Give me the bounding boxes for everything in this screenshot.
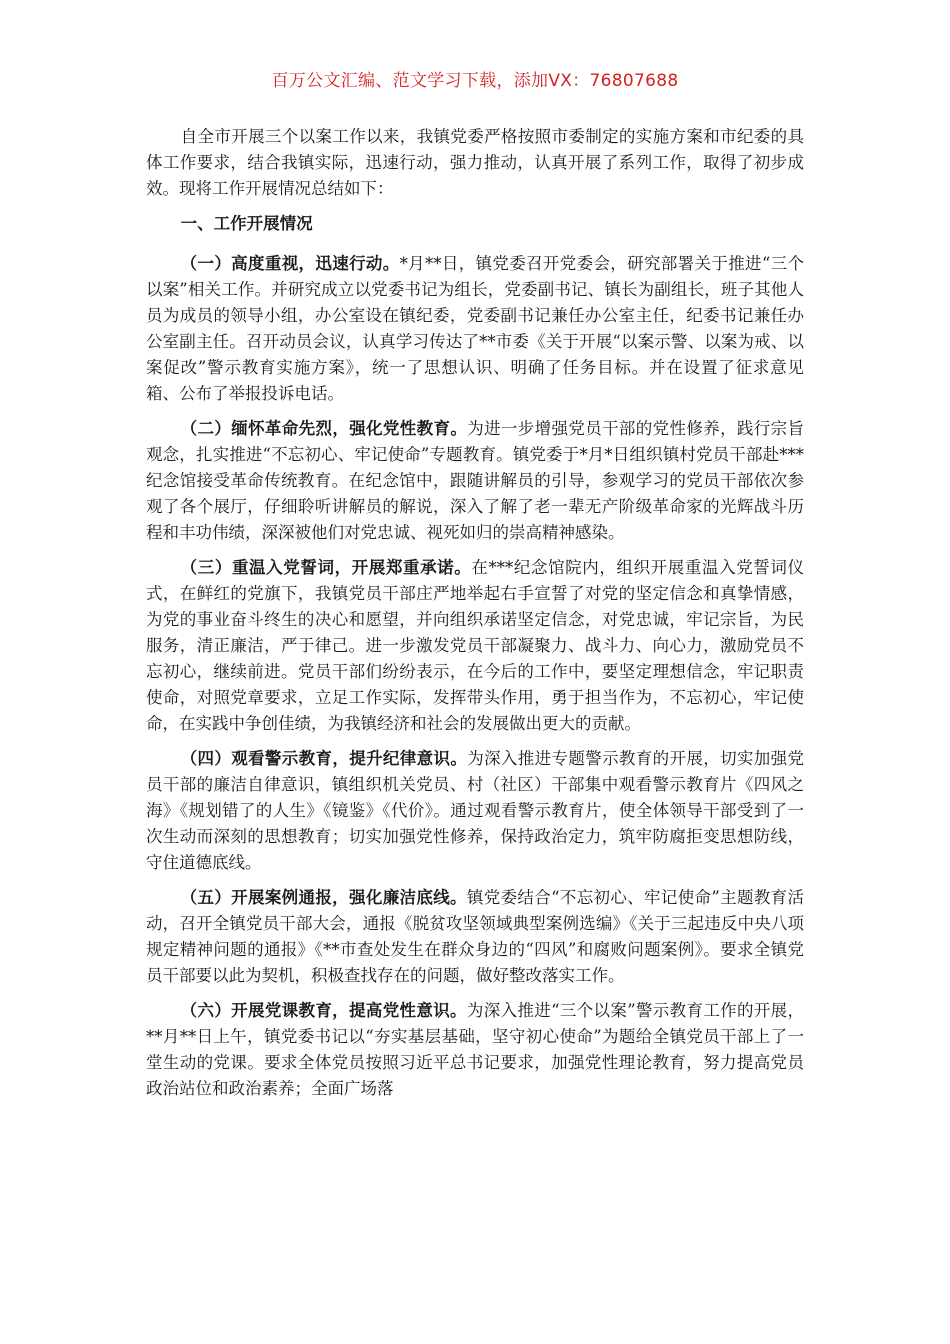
intro-paragraph: 自全市开展三个以案工作以来，我镇党委严格按照市委制定的实施方案和市纪委的具体工作要求，结合我镇实际，迅速行动，强力推动，认真开展了系列工作，取得了初步成效。现将工作开展情况总结如下： xyxy=(146,127,804,198)
paragraph-5 xyxy=(146,885,804,989)
paragraph-6 xyxy=(146,998,804,1102)
paragraph-lead: （一）高度重视，迅速行动。 xyxy=(180,254,400,273)
paragraph-1 xyxy=(146,251,804,407)
paragraph-lead: （二）缅怀革命先烈，强化党性教育。 xyxy=(180,419,468,438)
paragraph-lead: （四）观看警示教育，提升纪律意识。 xyxy=(180,749,468,768)
section-heading: 一、工作开展情况 xyxy=(180,214,313,233)
paragraph-4 xyxy=(146,746,804,876)
paragraph-text: 为深入推进专题警示教育的开展，切实加强党员干部的廉洁自律意识，镇组织机关党员、村（社区）干部集中观看警示教育片《四风之海》《规划错了的人生》《镜鉴》《代价》。通过观看警示教育片，使全体领导干部受到了一次生动而深刻的思想教育；切实加强党性修养，保持政治定力，筑牢防腐拒变思想防线，守住道德底线。 xyxy=(146,749,805,872)
paragraph-text: 为深入推进“三个以案”警示教育工作的开展，**月**日上午，镇党委书记以“夯实基层基础，坚守初心使命”为题给全镇党员干部上了一堂生动的党课。要求全体党员按照习近平总书记要求，加强党性理论教育，努力提高党员政治站位和政治素养；全面广场落 xyxy=(146,1001,805,1098)
paragraph-text: *月**日，镇党委召开党委会，研究部署关于推进“三个以案”相关工作。并研究成立以党委书记为组长，党委副书记、镇长为副组长，班子其他人员为成员的领导小组，办公室设在镇纪委，党委副书记兼任办公室主任，纪委书记兼任办公室副主任。召开动员会议，认真学习传达了**市委《关于开展“以案示警、以案为戒、以案促改”警示教育实施方案》，统一了思想认识、明确了任务目标。并在设置了征求意见箱、公布了举报投诉电话。 xyxy=(146,254,804,403)
document-body xyxy=(146,124,804,1111)
paragraph-lead: （六）开展党课教育，提高党性意识。 xyxy=(180,1001,467,1020)
paragraph-lead: （三）重温入党誓词，开展郑重承诺。 xyxy=(180,558,472,577)
paragraph-2 xyxy=(146,416,804,546)
header-banner: 百万公文汇编、范文学习下载，添加VX：76807688 xyxy=(271,71,679,91)
paragraph-3 xyxy=(146,555,804,737)
paragraph-text: 为进一步增强党员干部的党性修养，践行宗旨观念，扎实推进“不忘初心、牢记使命”专题教育。镇党委于*月*日组织镇村党员干部赴***纪念馆接受革命传统教育。在纪念馆中，跟随讲解员的引导，参观学习的党员干部依次参观了各个展厅，仔细聆听讲解员的解说，深入了解了老一辈无产阶级革命家的光辉战斗历程和丰功伟绩，深深被他们对党忠诚、视死如归的崇高精神感染。 xyxy=(146,419,805,542)
paragraph-text: 在***纪念馆院内，组织开展重温入党誓词仪式，在鲜红的党旗下，我镇党员干部庄严地举起右手宣誓了对党的坚定信念和真挚情感，为党的事业奋斗终生的决心和愿望，并向组织承诺坚定信念，对党忠诚，牢记宗旨，为民服务，清正廉洁，严于律己。进一步激发党员干部凝聚力、战斗力、向心力，激励党员不忘初心，继续前进。党员干部们纷纷表示，在今后的工作中，要坚定理想信念，牢记职责使命，对照党章要求，立足工作实际，发挥带头作用，勇于担当作为，不忘初心，牢记使命，在实践中争创佳绩，为我镇经济和社会的发展做出更大的贡献。 xyxy=(146,558,805,733)
paragraph-lead: （五）开展案例通报，强化廉洁底线。 xyxy=(180,888,467,907)
paragraph-text: 镇党委结合“不忘初心、牢记使命”主题教育活动，召开全镇党员干部大会，通报《脱贫攻坚领域典型案例选编》《关于三起违反中央八项规定精神问题的通报》《**市查处发生在群众身边的“四风”和腐败问题案例》。要求全镇党员干部要以此为契机，积极查找存在的问题，做好整改落实工作。 xyxy=(146,888,805,985)
